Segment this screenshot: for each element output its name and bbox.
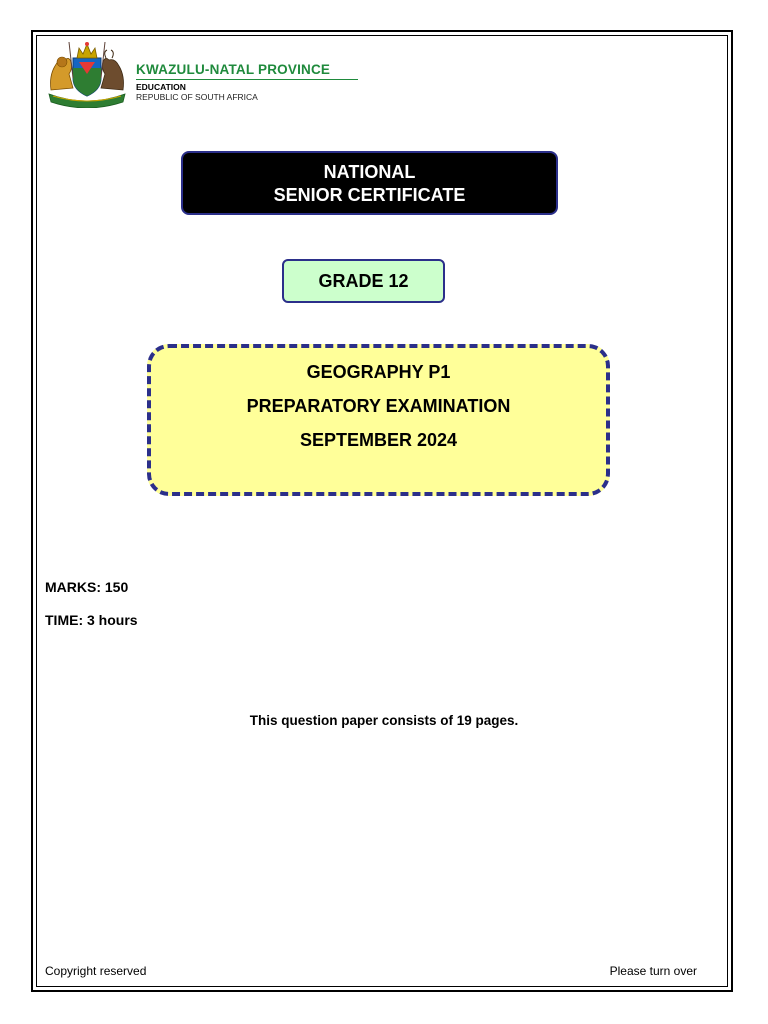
exam-date: SEPTEMBER 2024 <box>299 430 458 450</box>
marks-label: MARKS: 150 <box>45 579 129 595</box>
page-count-note: This question paper consists of 19 pages. <box>249 713 519 728</box>
turn-over-note: Please turn over <box>609 964 697 978</box>
copyright-note: Copyright reserved <box>45 964 147 978</box>
certificate-line-2: SENIOR CERTIFICATE <box>273 185 466 205</box>
subject-title: GEOGRAPHY P1 <box>306 362 451 382</box>
time-label: TIME: 3 hours <box>45 612 138 628</box>
exam-type: PREPARATORY EXAMINATION <box>246 396 511 416</box>
certificate-line-1: NATIONAL <box>323 162 416 182</box>
coat-of-arms-icon <box>43 38 131 108</box>
department-name: EDUCATION <box>136 82 186 92</box>
province-name: KWAZULU-NATAL PROVINCE <box>136 62 331 77</box>
grade-badge: GRADE 12 <box>282 259 445 303</box>
subject-panel <box>147 344 610 496</box>
certificate-banner <box>181 151 558 215</box>
province-rule <box>136 79 358 80</box>
country-name: REPUBLIC OF SOUTH AFRICA <box>136 92 258 102</box>
